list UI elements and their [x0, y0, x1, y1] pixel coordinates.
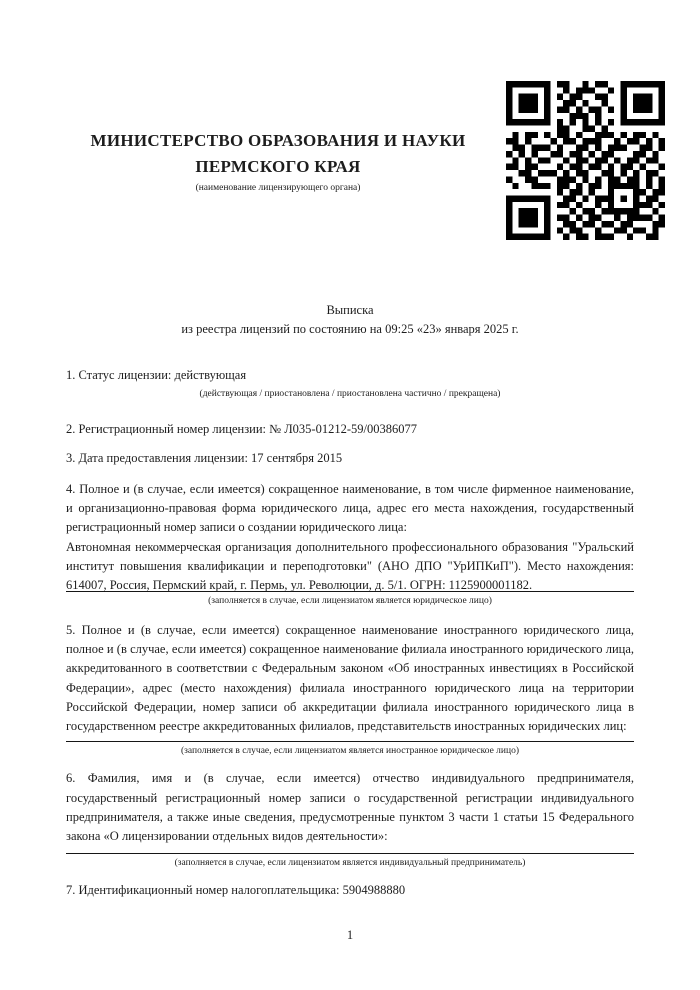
entrepreneur-caption: (заполняется в случае, если лицензиатом является индивидуальный предприниматель) — [174, 857, 526, 868]
legal-entity-question: 4. Полное и (в случае, если имеется) сокращенное наименование, в том числе фирменное наименование, и организационно-правовая форма юридического лица, адрес его места нахождения, государственный регистрационный номер записи о создании юридического лица: — [66, 481, 634, 535]
extract-date-line: из реестра лицензий по состоянию на 09:25 «23» января 2025 г. — [181, 322, 519, 336]
item-foreign-entity — [66, 621, 634, 758]
extract-heading — [66, 301, 634, 339]
extract-body — [66, 366, 634, 900]
foreign-entity-question: 5. Полное и (в случае, если имеется) сокращенное наименование иностранного юридического лица, полное и (в случае, если имеется) сокращенное наименование филиала иностранного юридического лица, аккредитованного в соответствии с Федеральным законом «Об иностранных инвестициях в Российской Федерации», адрес (место нахождения) филиала иностранного юридического лица на территории Российской Федерации, номер записи об аккредитации филиала иностранного юридического лица в государственном реестре аккредитованных филиалов, представительств иностранных юридических лиц: — [66, 622, 634, 734]
status-options-caption: (действующая / приостановлена / приостановлена частично / прекращена) — [199, 389, 501, 400]
legal-entity-value: Автономная некоммерческая организация дополнительного профессионального образования "Уральский институт повышения квалификации и переподготовки" (АНО ДПО "УрИПКиП"). Место нахождения: 614007, Россия, Пермский край, г. Пермь, ул. Революции, д. 5/1. ОГРН: 1125900001182. — [66, 539, 634, 593]
ministry-title-line1: МИНИСТЕРСТВО ОБРАЗОВАНИЯ И НАУКИ — [90, 131, 466, 150]
item-entrepreneur — [66, 769, 634, 868]
legal-entity-caption: (заполняется в случае, если лицензиатом является юридическое лицо) — [208, 595, 492, 606]
fill-in-line — [66, 853, 634, 854]
qr-code-icon — [506, 81, 665, 240]
page-number: 1 — [346, 928, 354, 942]
licensing-authority-caption: (наименование лицензирующего органа) — [195, 183, 361, 193]
fill-in-line — [66, 741, 634, 742]
item-grant-date — [66, 449, 634, 468]
licensing-authority-header — [66, 128, 490, 194]
extract-title: Выписка — [326, 303, 374, 317]
item-inn — [66, 881, 634, 900]
license-status-text: 1. Статус лицензии: действующая — [66, 368, 247, 382]
item-registration-number — [66, 420, 634, 439]
foreign-entity-caption: (заполняется в случае, если лицензиатом является иностранное юридическое лицо) — [181, 746, 519, 757]
registration-number-text: 2. Регистрационный номер лицензии: № Л035-01212-59/00386077 — [66, 422, 417, 437]
item-license-status — [66, 366, 634, 400]
ministry-title-line2: ПЕРМСКОГО КРАЯ — [195, 157, 361, 176]
item-legal-entity — [66, 480, 634, 607]
entrepreneur-question: 6. Фамилия, имя и (в случае, если имеется) отчество индивидуального предпринимателя, государственный регистрационный номер записи о государственной регистрации индивидуального предпринимателя, а также иные сведения, предусмотренные пунктом 3 части 1 статьи 15 Федерального закона «О лицензировании отдельных видов деятельности»: — [66, 771, 634, 844]
grant-date-text: 3. Дата предоставления лицензии: 17 сентября 2015 — [66, 450, 343, 465]
inn-text: 7. Идентификационный номер налогоплательщика: 5904988880 — [66, 882, 406, 897]
